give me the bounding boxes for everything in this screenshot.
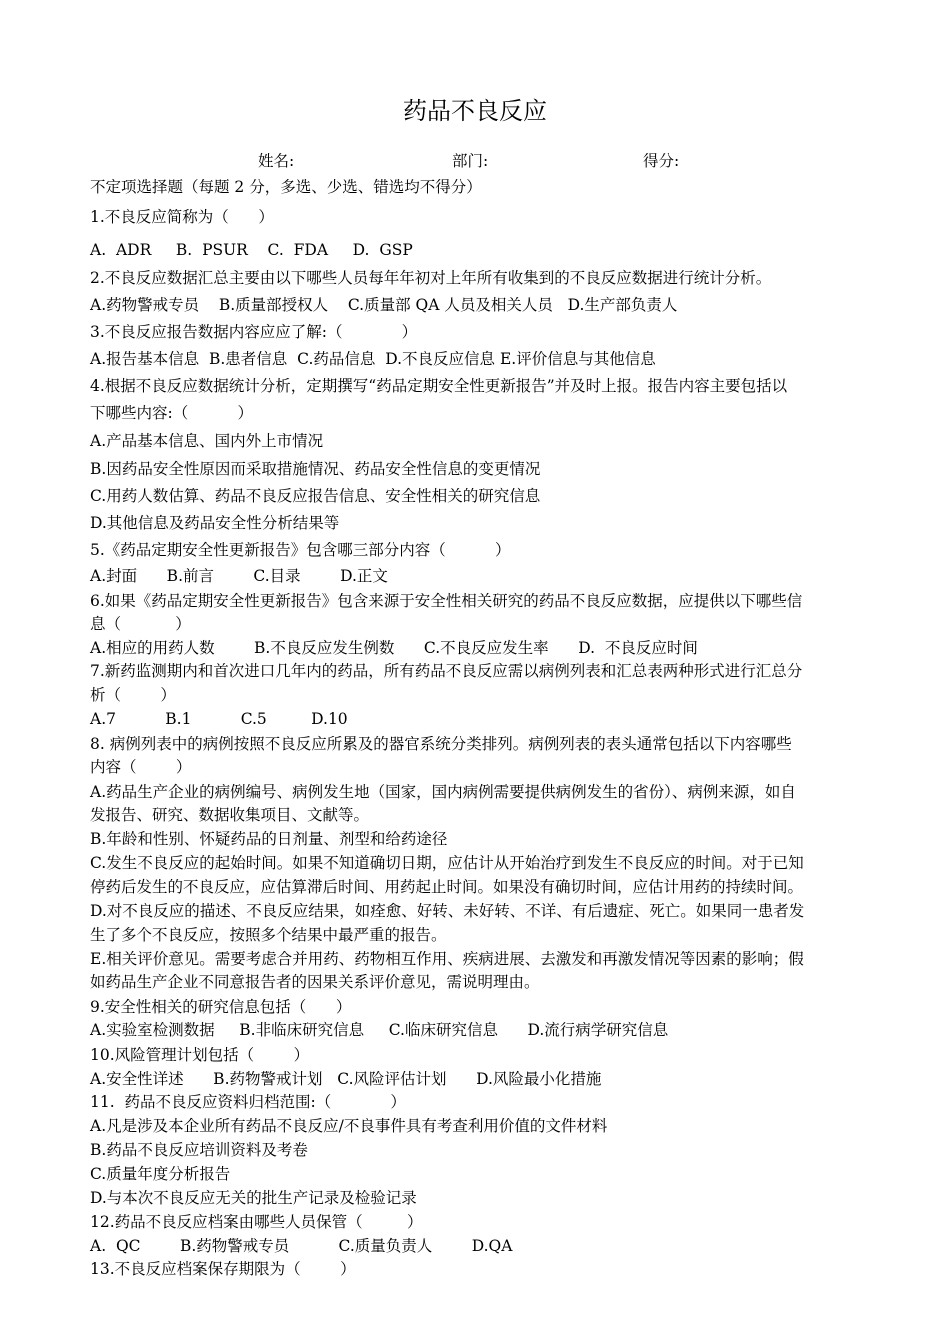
score-label: 得分: bbox=[643, 152, 680, 170]
document-line: 下哪些内容:（ ） bbox=[90, 404, 253, 422]
document-line: 10.风险管理计划包括（ ） bbox=[90, 1046, 310, 1064]
document-line: B.药品不良反应培训资料及考卷 bbox=[90, 1141, 308, 1159]
document-line: B.年龄和性别、怀疑药品的日剂量、剂型和给药途径 bbox=[90, 830, 448, 848]
document-line: A.实验室检测数据 B.非临床研究信息 C.临床研究信息 D.流行病学研究信息 bbox=[90, 1021, 669, 1039]
document-line: A. ADR B. PSUR C. FDA D. GSP bbox=[90, 241, 413, 259]
document-line: 息（ ） bbox=[90, 615, 191, 633]
document-line: A.药物警戒专员 B.质量部授权人 C.质量部 QA 人员及相关人员 D.生产部负责人 bbox=[90, 296, 678, 314]
document-line: C.质量年度分析报告 bbox=[90, 1165, 231, 1183]
document-line: A.封面 B.前言 C.目录 D.正文 bbox=[90, 567, 388, 585]
document-line: 发报告、研究、数据收集项目、文献等。 bbox=[90, 806, 370, 824]
document-line: 7.新药监测期内和首次进口几年内的药品，所有药品不良反应需以病例列表和汇总表两种形式进行汇总分 bbox=[90, 662, 803, 680]
document-line: 1.不良反应简称为（ ） bbox=[90, 208, 274, 226]
document-line: 3.不良反应报告数据内容应应了解:（ ） bbox=[90, 323, 418, 341]
document-line: 2.不良反应数据汇总主要由以下哪些人员每年年初对上年所有收集到的不良反应数据进行统计分析。 bbox=[90, 269, 772, 287]
document-line: 析（ ） bbox=[90, 686, 176, 704]
document-line: A.产品基本信息、国内外上市情况 bbox=[90, 432, 324, 450]
document-line: A. QC B.药物警戒专员 C.质量负责人 D.QA bbox=[90, 1237, 513, 1255]
document-line: 5.《药品定期安全性更新报告》包含哪三部分内容（ ） bbox=[90, 541, 511, 559]
document-line: 12.药品不良反应档案由哪些人员保管（ ） bbox=[90, 1213, 423, 1231]
document-line: 13.不良反应档案保存期限为（ ） bbox=[90, 1260, 356, 1278]
document-line: A.安全性详述 B.药物警戒计划 C.风险评估计划 D.风险最小化措施 bbox=[90, 1070, 602, 1088]
document-line: 内容（ ） bbox=[90, 758, 192, 776]
document-line: 如药品生产企业不同意报告者的因果关系评价意见，需说明理由。 bbox=[90, 973, 540, 991]
document-line: 4.根据不良反应数据统计分析，定期撰写“药品定期安全性更新报告”并及时上报。报告内容主要包括以 bbox=[90, 377, 788, 395]
document-line: A.7 B.1 C.5 D.10 bbox=[90, 710, 348, 728]
document-line: C.用药人数估算、药品不良反应报告信息、安全性相关的研究信息 bbox=[90, 487, 541, 505]
document-line: A.药品生产企业的病例编号、病例发生地（国家，国内病例需要提供病例发生的省份）、病例来源，如自 bbox=[90, 783, 796, 801]
document-line: A.凡是涉及本企业所有药品不良反应/不良事件具有考查利用价值的文件材料 bbox=[90, 1117, 608, 1135]
document-line: 8. 病例列表中的病例按照不良反应所累及的器官系统分类排列。病例列表的表头通常包括以下内容哪些 bbox=[90, 735, 792, 753]
document-line: 6.如果《药品定期安全性更新报告》包含来源于安全性相关研究的药品不良反应数据，应提供以下哪些信 bbox=[90, 592, 803, 610]
department-label: 部门: bbox=[452, 152, 489, 170]
name-label: 姓名: bbox=[258, 152, 295, 170]
document-line: 停药后发生的不良反应，应估算滞后时间、用药起止时间。如果没有确切时间，应估计用药的持续时间。 bbox=[90, 878, 804, 896]
document-line: D.其他信息及药品安全性分析结果等 bbox=[90, 514, 340, 532]
document-line: E.相关评价意见。需要考虑合并用药、药物相互作用、疾病进展、去激发和再激发情况等因素的影响；假 bbox=[90, 950, 804, 968]
document-line: 生了多个不良反应，按照多个结果中最严重的报告。 bbox=[90, 926, 447, 944]
instructions: 不定项选择题（每题 2 分，多选、少选、错选均不得分） bbox=[90, 178, 482, 196]
document-title: 药品不良反应 bbox=[403, 97, 547, 125]
document-line: 11. 药品不良反应资料归档范围:（ ） bbox=[90, 1093, 406, 1111]
document-line: B.因药品安全性原因而采取措施情况、药品安全性信息的变更情况 bbox=[90, 460, 541, 478]
document-line: D.与本次不良反应无关的批生产记录及检验记录 bbox=[90, 1189, 417, 1207]
document-line: A.相应的用药人数 B.不良反应发生例数 C.不良反应发生率 D. 不良反应时间 bbox=[90, 639, 698, 657]
document-line: D.对不良反应的描述、不良反应结果，如痊愈、好转、未好转、不详、有后遗症、死亡。如果同一患者发 bbox=[90, 902, 805, 920]
document-line: C.发生不良反应的起始时间。如果不知道确切日期，应估计从开始治疗到发生不良反应的时间。对于已知 bbox=[90, 854, 804, 872]
document-line: 9.安全性相关的研究信息包括（ ） bbox=[90, 998, 352, 1016]
document-line: A.报告基本信息 B.患者信息 C.药品信息 D.不良反应信息 E.评价信息与其他信息 bbox=[90, 350, 656, 368]
